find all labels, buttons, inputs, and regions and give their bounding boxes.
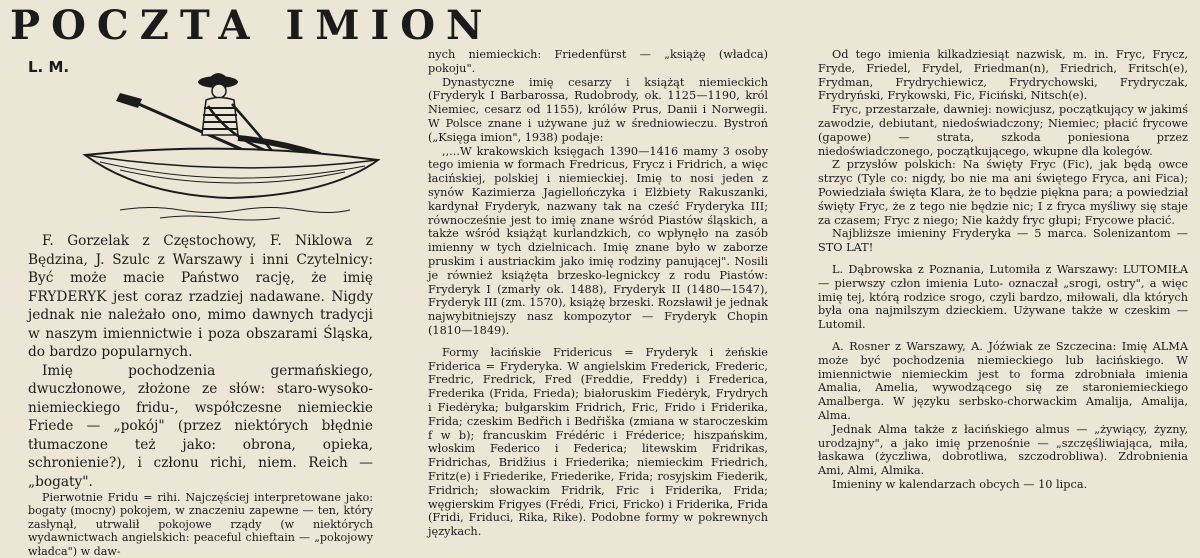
paragraph: F. Gorzelak z Częstochowy, F. Niklowa z Będzina, J. Szulc z Warszawy i inni Czytelnicy: Być może macie Państwo rację, że imię FRYDERYK jest coraz rzadziej nadawane. Nigdy jednak nie należało ono, mimo dawnych tradycji w naszym imiennictwie i poza obszarami Śląska, do bardzo popularnych. [28,233,373,360]
paragraph: Pierwotnie Fridu = rihi. Najczęściej interpretowane jako: bogaty (mocny) pokojem, w znaczeniu zapewne — ten, który zasłynął, utrwalił pokojowe rządy (w niektórych wydawnictwach angielskich: peaceful chieftain — „pokojowy władca") w daw- [28,491,373,558]
paragraph: Dynastyczne imię cesarzy i książąt niemieckich (Fryderyk I Barbarossa, Rudobrody, ok. 1125—1190, król Niemiec, cesarz od 1155), królów Prus, Danii i Norwegii. W Polsce znane i używane już w średniowieczu. Bystroń („Księga imion", 1938) podaje: [428,75,768,144]
paragraph: Fryc, przestarzałe, dawniej: nowicjusz, początkujący w jakimś zawodzie, debiutant, niedoświadczony; Niemiec; płacić frycowe (gapowe) — strata, szkoda poniesiona przez niedoświadczonego, początkującego, wkupne dla kolegów. [818,103,1188,158]
column-title: POCZTA IMION [10,2,494,49]
column-1 [28,232,373,558]
paragraph: Formy łacińskie Fridericus = Fryderyk i żeńskie Friderica = Fryderyka. W angielskim Frederick, Frederic, Fredric, Fredrick, Fred (Freddie, Freddy) i Frederica, Frederika (Frida, Frieda); białoruskim Fiedėryk, Frydrych i Fiedėryka; bułgarskim Fridrich, Fric, Frido i Friderika, Frida; czeskim Bedřich i Bedřiška (zmiana w staroczeskim f w b); francuskim Frédéric i Fréderice; hiszpańskim, włoskim Federico i Federica; litewskim Fridrikas, Fridrichas, Bridžius i Friederika; niemieckim Friedrich, Fritz(e) i Friederike, Friederike, Frida; rosyjskim Fiederik, Fridrich; słowackim Fridrik, Fric i Friderika, Frida; węgierskim Frigyes (Frédi, Frici, Fricko) i Friderika, Frida (Fridi, Friduci, Rika, Rike). Podobne formy w pokrewnych językach. [428,345,768,539]
column-2 [428,48,768,539]
column-3 [818,48,1188,506]
paragraph: Jednak Alma także z łacińskiego almus — „żywiący, żyzny, urodzajny", a jako imię przenośnie — „szczęśliwiająca, miła, łaskawa (życzliwa, dobrotliwa, szczodrobliwa). Zdrobnienia Ami, Almi, Almika. [818,422,1188,478]
rowing-woman-illustration [80,60,380,225]
author-initials: L. M. [28,58,70,76]
paragraph: ,,...W krakowskich księgach 1390—1416 mamy 3 osoby tego imienia w formach Fredricus, Frycz i Fridrich, a więc łacińskiej, polskiej i niemieckiej. Imię to nosi jeden z synów Kazimierza Jagiellończyka i Elżbiety Rakuszanki, kardynał Fryderyk, nazwany tak na cześć Fryderyka III; równocześnie jest to imię znane wśród Piastów śląskich, a także wśród książąt kurlandzkich, co wpłynęło na zasób imienny w tych dzielnicach. Imię znane było w zaborze pruskim i austriackim jako imię rodziny panującej". Nosili je również książęta brzesko-legnickcy z rodu Piastów: Fryderyk I (zmarły ok. 1488), Fryderyk II (1480—1547), Fryderyk III (zm. 1570), książę brzeski. Rozsławił je jednak najwybitniejszy nasz kompozytor — Fryderyk Chopin (1810—1849). [428,144,768,337]
paragraph: Od tego imienia kilkadziesiąt nazwisk, m. in. Fryc, Frycz, Fryde, Friedel, Frydel, Friedman(n), Friedrich, Fritsch(e), Frydman, Frydrychiewicz, Frydrychowski, Frydryczak, Frydryński, Frykowski, Fic, Ficiński, Nitsch(e). [818,48,1188,103]
paragraph: A. Rosner z Warszawy, A. Jóźwiak ze Szczecina: Imię ALMA może być pochodzenia niemieckiego lub łacińskiego. W imiennictwie niemieckim jest to forma zdrobniała imienia Amalia, Amelia, wywodzącego się ze staroniemieckiego Amalberga. W języku serbsko-chorwackim Amalija, Amalija, Alma. [818,339,1188,422]
paragraph: L. Dąbrowska z Poznania, Lutomiła z Warszawy: LUTOMIŁA — pierwszy człon imienia Luto- oznaczał „srogi, ostry", a więc imię tej, którą rodzice srogo, czyli bardzo, miłowali, dla których była ona najmilszym dzieckiem. Używane także w czeskim — Lutomil. [818,262,1188,332]
paragraph: nych niemieckich: Friedenfürst — „książę (władca) pokoju". [428,48,768,75]
paragraph: Najbliższe imieniny Fryderyka — 5 marca. Solenizantom — STO LAT! [818,227,1188,255]
paragraph: Z przysłów polskich: Na święty Fryc (Fic), jak będą owce strzyc (Tyle co: nigdy, bo nie ma ani świętego Fryca, ani Fica); Powiedziała święta Klara, że to będzie piękna para; a powiedział święty Fryc, że z tego nie będzie nic; I z fryca myśliwy się staje za czasem; Fryc z niego; Nie każdy fryc głupi; Frycowe płacić. [818,158,1188,227]
paragraph: Imieniny w kalendarzach obcych — 10 lipca. [832,477,1088,491]
paragraph: Imię pochodzenia germańskiego, dwuczłonowe, złożone ze słów: staro-wysoko-niemieckiego fridu-, współczesne niemieckie Friede — „pokój" (przez niektórych błędnie tłumaczone też jako: obrona, opieka, schronienie?), i członu richi, niem. Reich — „bogaty". [28,362,373,490]
